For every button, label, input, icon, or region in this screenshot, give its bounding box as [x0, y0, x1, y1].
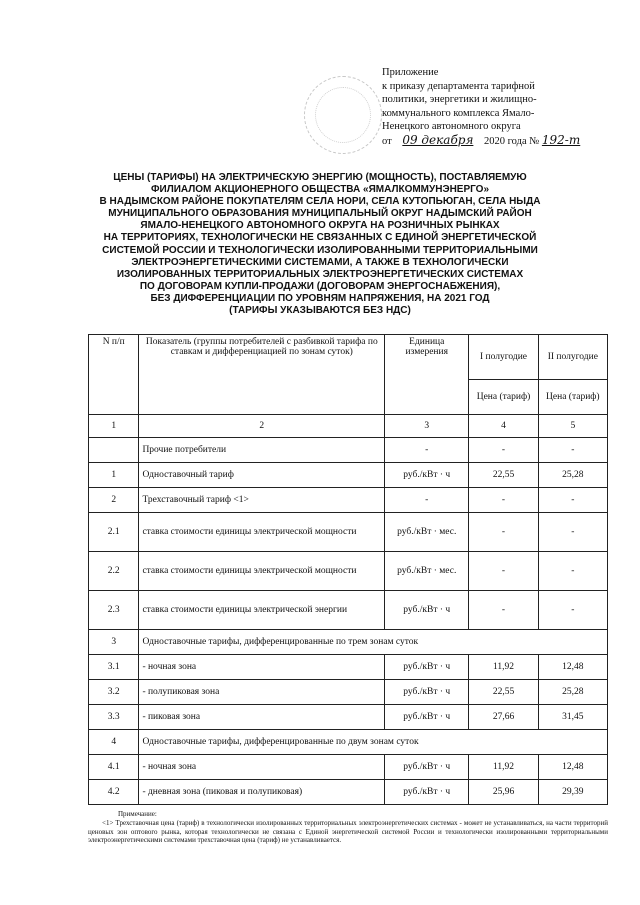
column-number: 1	[89, 415, 139, 438]
notes-text: <1> Трехставочная цена (тариф) в технологически изолированных территориальных электроэнергетических системах - может не устанавливаться, на части территорий ценовых зон оптового рынка, которая технологически не связана с Единой энергетической системой России и технологически изолированными территориальными электроэнергетическими системами трехставочная цена (тариф) не устанавливается.	[88, 818, 608, 845]
row-indicator: Трехставочный тариф <1>	[139, 488, 385, 513]
row-number: 2.3	[89, 591, 139, 630]
table-header-row	[89, 335, 608, 380]
row-price-half2: 25,28	[538, 463, 607, 488]
column-number: 5	[538, 415, 607, 438]
table-row	[89, 705, 608, 730]
table-row	[89, 513, 608, 552]
row-unit: руб./кВт · мес.	[385, 513, 469, 552]
title-line: (ТАРИФЫ УКАЗЫВАЮТСЯ БЕЗ НДС)	[229, 305, 411, 317]
title-line: ПО ДОГОВОРАМ КУПЛИ-ПРОДАЖИ (ДОГОВОРАМ ЭНЕРГОСНАБЖЕНИЯ),	[139, 280, 501, 292]
row-number: 3.1	[89, 655, 139, 680]
title-line: БЕЗ ДИФФЕРЕНЦИАЦИИ ПО УРОВНЯМ НАПРЯЖЕНИЯ, НА 2021 ГОД	[150, 292, 490, 304]
row-unit: -	[385, 488, 469, 513]
handwritten-number: 192-т	[541, 132, 581, 147]
table-row	[89, 438, 608, 463]
title-line: ИЗОЛИРОВАННЫХ ТЕРРИТОРИАЛЬНЫХ ЭЛЕКТРОЭНЕРГЕТИЧЕСКИХ СИСТЕМАХ	[116, 268, 524, 280]
document-title	[60, 172, 580, 317]
row-indicator: - полупиковая зона	[139, 680, 385, 705]
row-indicator: - пиковая зона	[139, 705, 385, 730]
title-line: ЭЛЕКТРОЭНЕРГЕТИЧЕСКИМИ СИСТЕМАМИ, А ТАКЖЕ В ТЕХНОЛОГИЧЕСКИ	[131, 256, 509, 268]
table-row	[89, 630, 608, 655]
row-indicator: ставка стоимости единицы электрической мощности	[139, 552, 385, 591]
row-price-half1: -	[469, 591, 538, 630]
row-group-name: Одноставочные тарифы, дифференцированные по трем зонам суток	[139, 630, 608, 655]
title-line: В НАДЫМСКОМ РАЙОНЕ ПОКУПАТЕЛЯМ СЕЛА НОРИ, СЕЛА КУТОПЬЮГАН, СЕЛА НЫДА	[99, 196, 541, 208]
tariff-table	[88, 334, 608, 805]
notes-block	[88, 810, 608, 845]
row-indicator: - ночная зона	[139, 655, 385, 680]
column-number: 4	[469, 415, 538, 438]
row-price-half1: -	[469, 488, 538, 513]
row-indicator: - дневная зона (пиковая и полупиковая)	[139, 780, 385, 805]
row-price-half1: 22,55	[469, 680, 538, 705]
row-price-half2: 31,45	[538, 705, 607, 730]
appendix-line: Ненецкого автономного округа	[382, 121, 521, 132]
row-price-half1: 25,96	[469, 780, 538, 805]
header-indicator: Показатель (группы потребителей с разбивкой тарифа по ставкам и дифференциацией по зонам суток)	[139, 335, 385, 415]
row-price-half2: -	[538, 513, 607, 552]
table-row	[89, 488, 608, 513]
title-line: СИСТЕМОЙ РОССИИ И ТЕХНОЛОГИЧЕСКИ ИЗОЛИРОВАННЫМИ ТЕРРИТОРИАЛЬНЫМИ	[102, 244, 538, 256]
row-price-half2: 12,48	[538, 655, 607, 680]
notes-title: Примечание:	[118, 810, 157, 818]
row-unit: руб./кВт · ч	[385, 705, 469, 730]
row-indicator: ставка стоимости единицы электрической энергии	[139, 591, 385, 630]
row-number: 3.2	[89, 680, 139, 705]
row-number: 3.3	[89, 705, 139, 730]
column-number-row	[89, 415, 608, 438]
table-row	[89, 591, 608, 630]
row-unit: руб./кВт · ч	[385, 591, 469, 630]
table-row	[89, 730, 608, 755]
row-indicator: Прочие потребители	[139, 438, 385, 463]
title-line: ФИЛИАЛОМ АКЦИОНЕРНОГО ОБЩЕСТВА «ЯМАЛКОММУНЭНЕРГО»	[150, 184, 490, 196]
appendix-block	[382, 66, 632, 148]
header-price2: Цена (тариф)	[538, 380, 607, 415]
year-text: 2020 года №	[484, 135, 540, 147]
appendix-date-line	[382, 134, 632, 149]
row-price-half1: 22,55	[469, 463, 538, 488]
appendix-line: коммунального комплекса Ямало-	[382, 107, 535, 119]
handwritten-date: 09 декабря	[402, 132, 474, 147]
title-line: ЦЕНЫ (ТАРИФЫ) НА ЭЛЕКТРИЧЕСКУЮ ЭНЕРГИЮ (МОЩНОСТЬ), ПОСТАВЛЯЕМУЮ	[113, 172, 527, 183]
row-price-half2: 12,48	[538, 755, 607, 780]
row-price-half2: -	[538, 488, 607, 513]
table-row	[89, 552, 608, 591]
row-indicator: ставка стоимости единицы электрической мощности	[139, 513, 385, 552]
row-price-half1: -	[469, 513, 538, 552]
date-prefix: от	[382, 135, 392, 147]
row-price-half2: 29,39	[538, 780, 607, 805]
row-unit: руб./кВт · ч	[385, 680, 469, 705]
row-number: 2.1	[89, 513, 139, 552]
row-unit: -	[385, 438, 469, 463]
row-number	[89, 438, 139, 463]
table-row	[89, 780, 608, 805]
row-number: 2.2	[89, 552, 139, 591]
row-price-half1: -	[469, 438, 538, 463]
row-group-name: Одноставочные тарифы, дифференцированные по двум зонам суток	[139, 730, 608, 755]
row-price-half2: -	[538, 552, 607, 591]
row-price-half2: -	[538, 438, 607, 463]
row-price-half2: -	[538, 591, 607, 630]
row-unit: руб./кВт · ч	[385, 755, 469, 780]
header-half2: II полугодие	[538, 335, 607, 380]
row-price-half1: 11,92	[469, 655, 538, 680]
row-number: 1	[89, 463, 139, 488]
row-price-half1: 27,66	[469, 705, 538, 730]
row-indicator: Одноставочный тариф	[139, 463, 385, 488]
row-number: 2	[89, 488, 139, 513]
row-unit: руб./кВт · ч	[385, 780, 469, 805]
header-number: N п/п	[89, 335, 139, 415]
title-line: НА ТЕРРИТОРИЯХ, ТЕХНОЛОГИЧЕСКИ НЕ СВЯЗАННЫХ С ЕДИНОЙ ЭНЕРГЕТИЧЕСКОЙ	[103, 232, 537, 244]
row-number: 4.2	[89, 780, 139, 805]
table-row	[89, 655, 608, 680]
table-row	[89, 463, 608, 488]
row-number: 4	[89, 730, 139, 755]
row-number: 4.1	[89, 755, 139, 780]
column-number: 3	[385, 415, 469, 438]
appendix-line: к приказу департамента тарифной	[382, 80, 535, 92]
header-unit: Единица измерения	[385, 335, 469, 415]
column-number: 2	[139, 415, 385, 438]
header-price1: Цена (тариф)	[469, 380, 538, 415]
row-indicator: - ночная зона	[139, 755, 385, 780]
table-row	[89, 755, 608, 780]
row-number: 3	[89, 630, 139, 655]
title-line: МУНИЦИПАЛЬНОГО ОБРАЗОВАНИЯ МУНИЦИПАЛЬНЫЙ ОКРУГ НАДЫМСКИЙ РАЙОН	[108, 208, 532, 220]
appendix-line: Приложение	[382, 67, 439, 78]
row-unit: руб./кВт · ч	[385, 655, 469, 680]
official-stamp	[304, 76, 382, 154]
row-unit: руб./кВт · ч	[385, 463, 469, 488]
row-price-half1: -	[469, 552, 538, 591]
row-unit: руб./кВт · мес.	[385, 552, 469, 591]
row-price-half1: 11,92	[469, 755, 538, 780]
title-line: ЯМАЛО-НЕНЕЦКОГО АВТОНОМНОГО ОКРУГА НА РОЗНИЧНЫХ РЫНКАХ	[140, 220, 500, 232]
row-price-half2: 25,28	[538, 680, 607, 705]
header-half1: I полугодие	[469, 335, 538, 380]
appendix-line: политики, энергетики и жилищно-	[382, 94, 537, 105]
table-row	[89, 680, 608, 705]
